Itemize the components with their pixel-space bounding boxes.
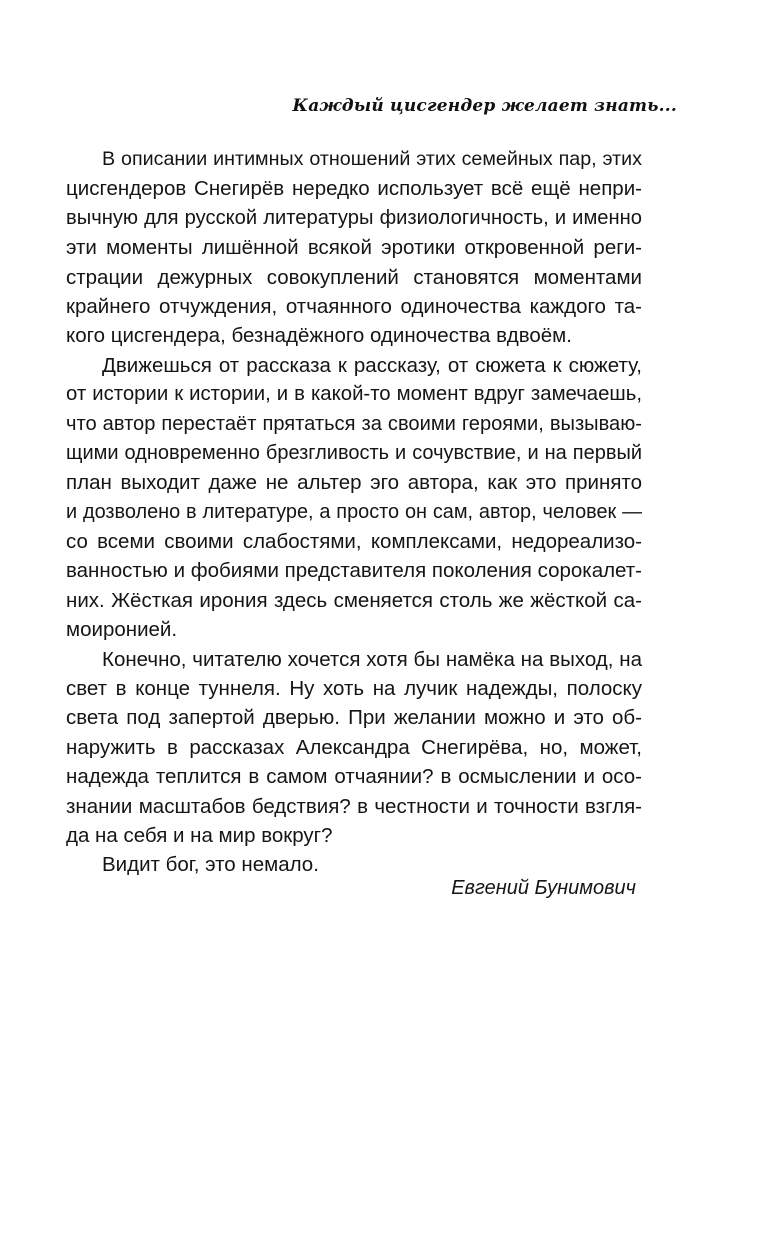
text-line: ванностью и фобиями представителя поколения сорокалет- [66, 559, 642, 583]
text-line: знании масштабов бедствия? в честности и точности взгля- [66, 794, 642, 818]
text-line: щими одновременно брезгливость и сочувствие, и на первый [66, 441, 642, 464]
text-line: что автор перестаёт прятаться за своими героями, вызываю- [66, 412, 642, 435]
running-head: Каждый цисгендер желает знать... [292, 96, 677, 116]
text-line: моиронией. [66, 618, 178, 642]
body-text [66, 145, 642, 880]
text-line: свет в конце туннеля. Ну хоть на лучик надежды, полоску [66, 677, 642, 701]
text-line: кого цисгендера, безнадёжного одиночества вдвоём. [66, 324, 572, 348]
text-line: света под запертой дверью. При желании можно и это об- [66, 706, 642, 730]
text-line: план выходит даже не альтер эго автора, как это принято [66, 471, 642, 495]
text-line: цисгендеров Снегирёв нередко использует всё ещё непри- [66, 177, 642, 201]
text-line: надежда теплится в самом отчаянии? в осмыслении и осо- [66, 765, 642, 789]
text-line: вычную для русской литературы физиологичность, и именно [66, 206, 642, 229]
paragraph [66, 645, 642, 851]
text-line: Движешься от рассказа к рассказу, от сюжета к сюжету, [102, 353, 642, 377]
text-line: со всеми своими слабостями, комплексами, недореализо- [66, 530, 642, 554]
text-line: и дозволено в литературе, а просто он сам, автор, человек — [66, 500, 642, 523]
paragraph [66, 145, 642, 351]
text-line: эти моменты лишённой всякой эротики откровенной реги- [66, 236, 642, 260]
text-line: Конечно, читателю хочется хотя бы намёка на выход, на [102, 647, 642, 671]
paragraph [66, 351, 642, 645]
paragraph [102, 850, 642, 879]
text-line: страции дежурных совокуплений становятся моментами [66, 265, 642, 289]
text-line: крайнего отчуждения, отчаянного одиночества каждого та- [66, 294, 642, 318]
author-signature: Евгений Бунимович [451, 877, 636, 899]
text-line: них. Жёсткая ирония здесь сменяется столь же жёсткой са- [66, 588, 642, 612]
text-line: наружить в рассказах Александра Снегирёва, но, может, [66, 735, 642, 759]
text-line: от истории к истории, и в какой-то момент вдруг замечаешь, [66, 383, 642, 406]
text-line: да на себя и на мир вокруг? [66, 823, 333, 847]
text-line: Видит бог, это немало. [102, 853, 319, 877]
text-line: В описании интимных отношений этих семейных пар, этих [102, 148, 642, 170]
